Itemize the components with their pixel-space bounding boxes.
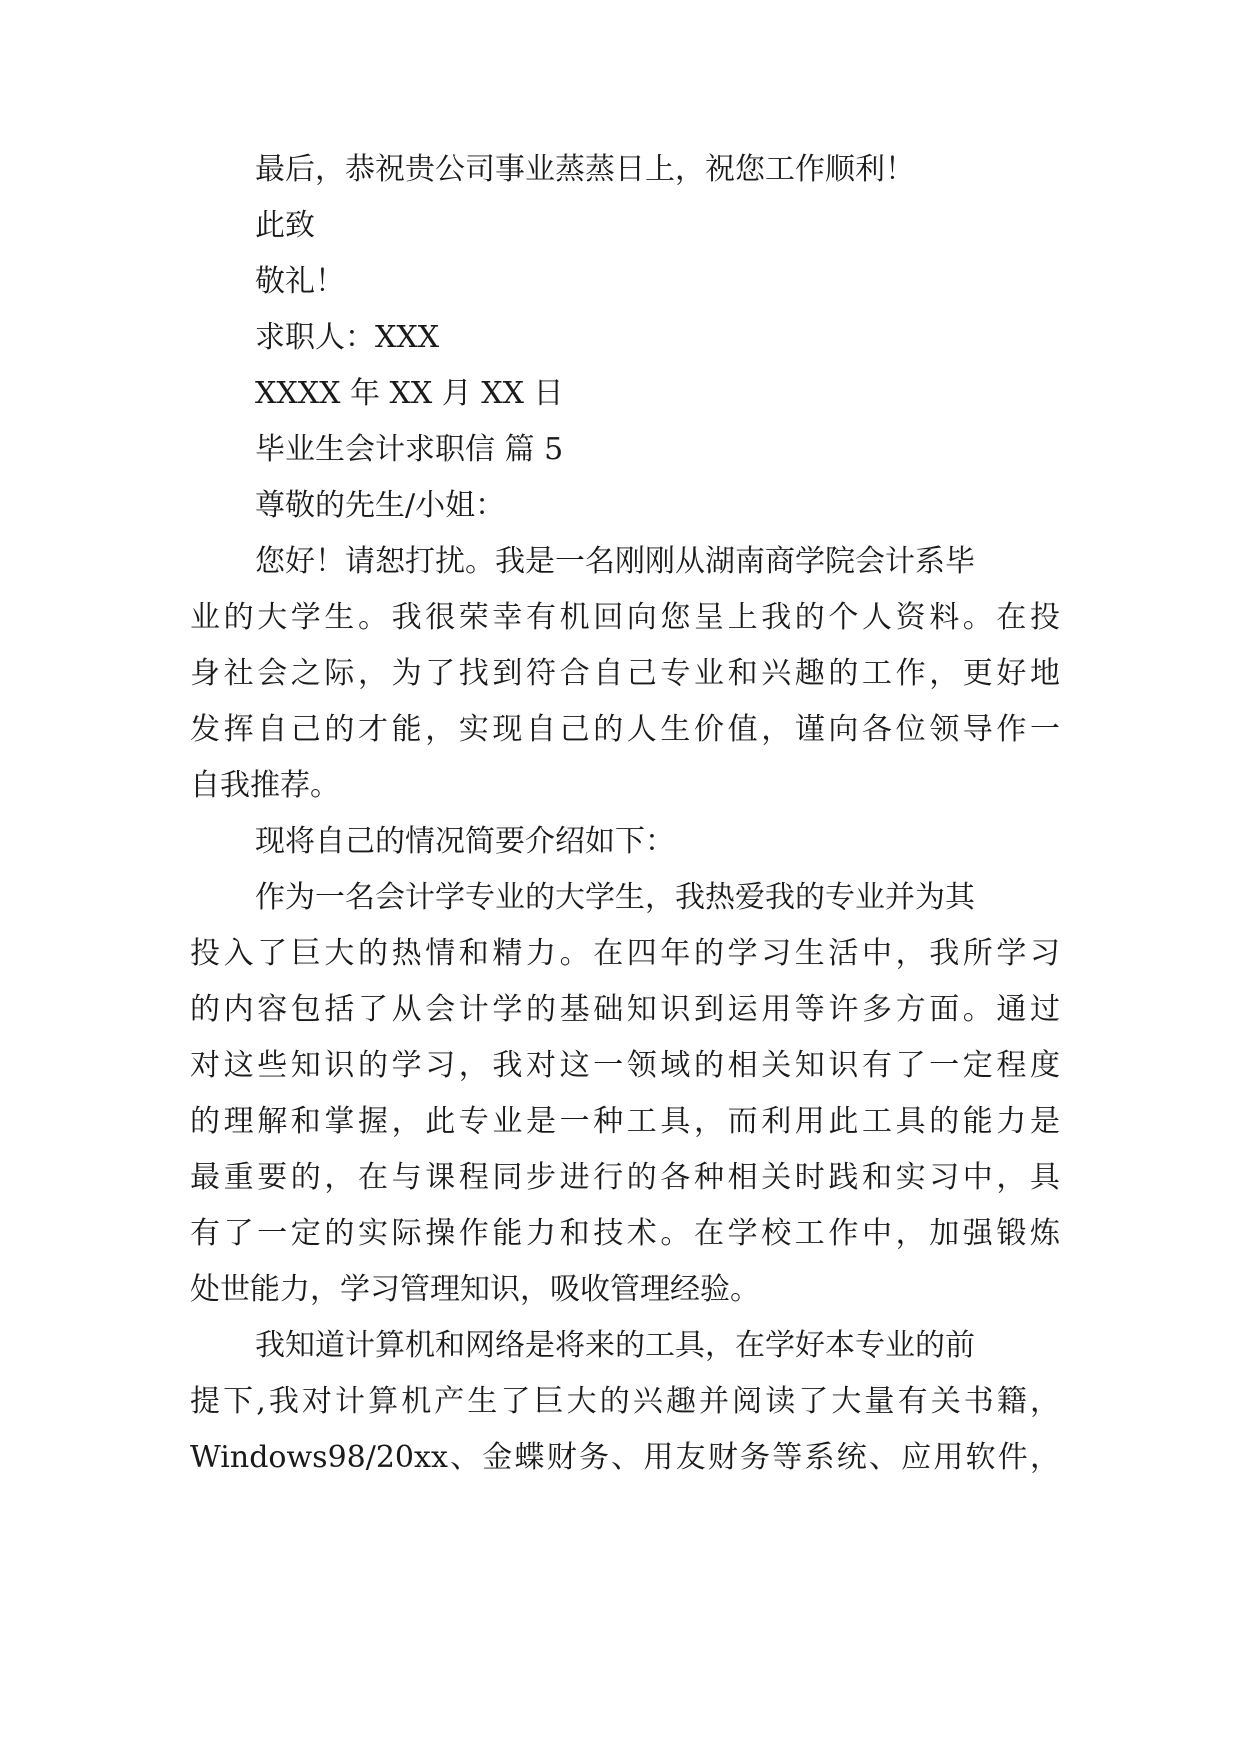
letter-date: XXXX 年 XX 月 XX 日 xyxy=(255,376,564,411)
paragraph-line: 的内容包括了从会计学的基础知识到运用等许多方面。通过 xyxy=(190,992,1060,1027)
paragraph-line: 身社会之际，为了找到符合自己专业和兴趣的工作，更好地 xyxy=(190,656,1060,691)
paragraph-line: 提下,我对计算机产生了巨大的兴趣并阅读了大量有关书籍， xyxy=(190,1384,1060,1419)
paragraph-line: Windows98/20xx、金蝶财务、用友财务等系统、应用软件， xyxy=(190,1440,1060,1475)
paragraph-line: 的理解和掌握，此专业是一种工具，而利用此工具的能力是 xyxy=(190,1104,1060,1139)
closing-salutation-2: 敬礼！ xyxy=(255,264,345,299)
closing-salutation-1: 此致 xyxy=(255,208,315,243)
paragraph-line: 最重要的，在与课程同步进行的各种相关时践和实习中，具 xyxy=(190,1160,1060,1195)
paragraph-line: 投入了巨大的热情和精力。在四年的学习生活中，我所学习 xyxy=(190,936,1060,971)
paragraph-line: 自我推荐。 xyxy=(190,768,340,803)
paragraph-line: 我知道计算机和网络是将来的工具，在学好本专业的前 xyxy=(255,1328,975,1363)
paragraph-line: 现将自己的情况简要介绍如下： xyxy=(255,824,675,859)
applicant-signature: 求职人：XXX xyxy=(255,320,440,355)
paragraph-line: 发挥自己的才能，实现自己的人生价值，谨向各位领导作一 xyxy=(190,712,1060,747)
closing-wishes: 最后，恭祝贵公司事业蒸蒸日上，祝您工作顺利！ xyxy=(255,152,915,187)
paragraph-line: 对这些知识的学习，我对这一领域的相关知识有了一定程度 xyxy=(190,1048,1060,1083)
section-title: 毕业生会计求职信 篇 5 xyxy=(255,432,564,467)
paragraph-line: 业的大学生。我很荣幸有机回向您呈上我的个人资料。在投 xyxy=(190,600,1060,635)
paragraph-line: 有了一定的实际操作能力和技术。在学校工作中，加强锻炼 xyxy=(190,1216,1060,1251)
paragraph-line: 作为一名会计学专业的大学生，我热爱我的专业并为其 xyxy=(255,880,975,915)
paragraph-line: 处世能力，学习管理知识，吸收管理经验。 xyxy=(190,1272,760,1307)
letter-greeting: 尊敬的先生/小姐： xyxy=(255,488,506,523)
paragraph-line: 您好！请恕打扰。我是一名刚刚从湖南商学院会计系毕 xyxy=(255,544,975,579)
